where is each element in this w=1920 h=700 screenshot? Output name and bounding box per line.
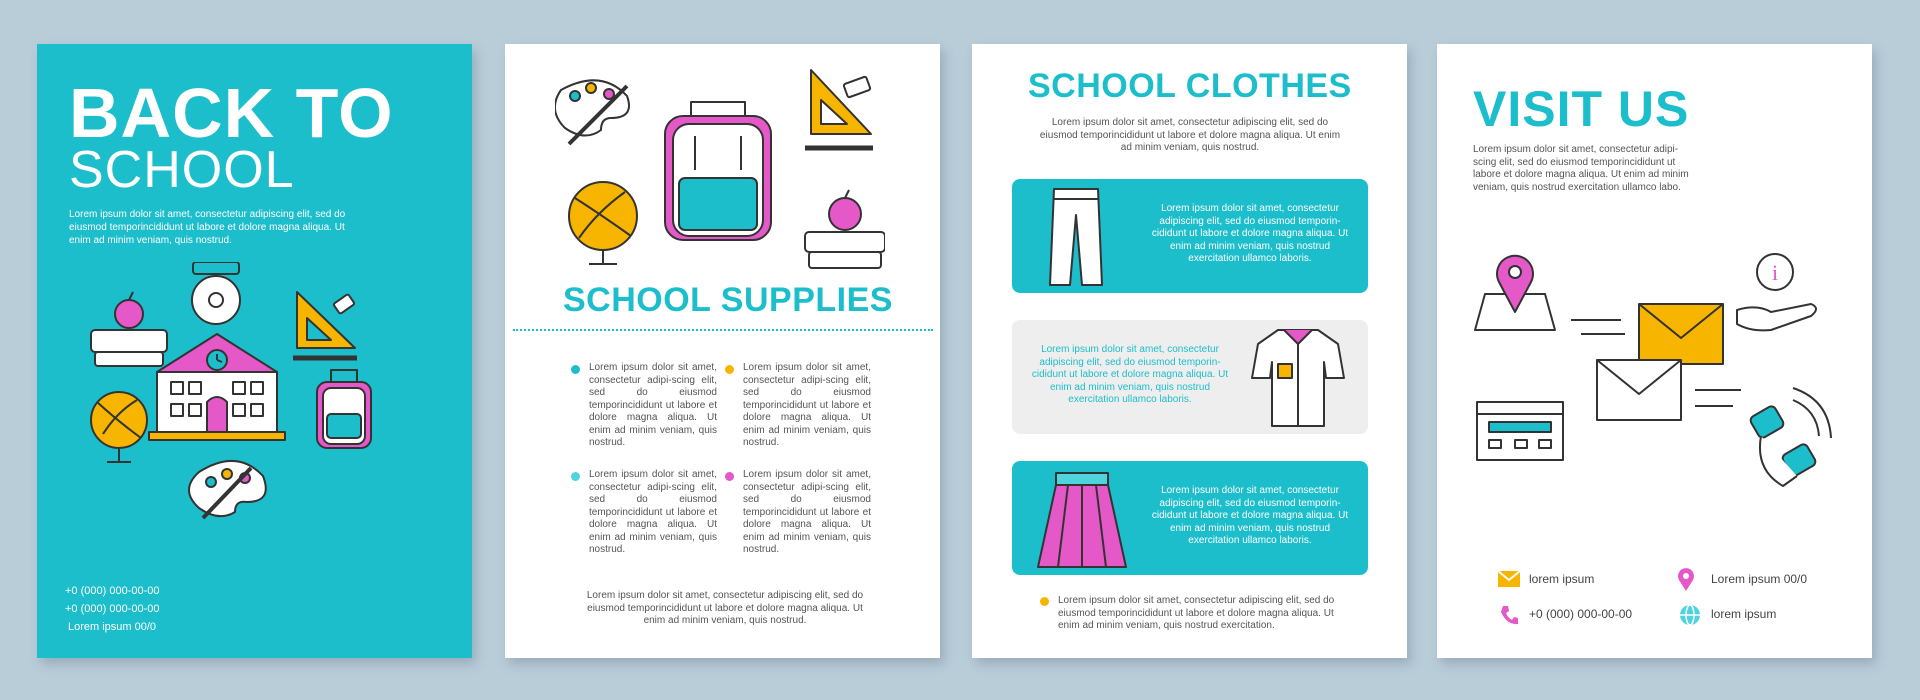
brochure-page-school-clothes [972, 44, 1407, 658]
svg-text:i: i [1771, 260, 1779, 285]
footer-text: Lorem ipsum dolor sit amet, consectetur adipiscing elit, sed do eiusmod temporincididunt ut labore et dolore magna aliqua. Ut enim ad minim veniam, quis nostrud. [586, 590, 864, 626]
contact-web: lorem ipsum [1711, 607, 1777, 621]
section-title: SCHOOL CLOTHES [1028, 67, 1352, 105]
title-line-2: SCHOOL [69, 141, 295, 199]
skirt-text: Lorem ipsum dolor sit amet, consectetur adipiscing elit, sed do eiusmod temporin-cididunt ut labore et dolore magna aliqua. Ut enim ad minim veniam, quis nostrud exercitation ullamco laboris. [1151, 485, 1349, 546]
clothes-band-shirt [1012, 320, 1368, 434]
phone-icon [1499, 604, 1519, 626]
address: Lorem ipsum 00/0 [68, 621, 157, 633]
skirt-icon [1032, 467, 1132, 571]
shirt-icon [1248, 326, 1348, 430]
contact-block [65, 582, 159, 636]
title-line-1: BACK TO [69, 74, 394, 152]
school-illustration [87, 262, 427, 572]
shirt-text: Lorem ipsum dolor sit amet, consectetur adipiscing elit, sed do eiusmod temporin-cididunt ut labore et dolore magna aliqua. Ut enim ad minim veniam, quis nostrud exercitation ullamco laboris. [1031, 344, 1229, 405]
phone-1: +0 (000) 000-00-00 [65, 585, 160, 597]
column-text-3: Lorem ipsum dolor sit amet, consectetur adipi-scing elit, sed do eiusmod temporincididunt ut labore et dolore magna aliqua. Ut enim ad minim veniam, quis nostrud. [589, 469, 717, 555]
trousers-text: Lorem ipsum dolor sit amet, consectetur adipiscing elit, sed do eiusmod temporin-cididunt ut labore et dolore magna aliqua. Ut enim ad minim veniam, quis nostrud exercitation ullamco laboris. [1151, 203, 1349, 264]
bullet-dot [571, 365, 580, 374]
brochure-page-back-to-school [37, 44, 472, 658]
email-icon [1497, 570, 1521, 588]
brochure-page-school-supplies [505, 44, 940, 658]
dotted-divider [513, 329, 933, 331]
section-title: SCHOOL SUPPLIES [563, 281, 893, 319]
location-pin-icon [1677, 568, 1695, 592]
brochure-page-visit-us [1437, 44, 1872, 658]
contact-illustration [1471, 250, 1841, 520]
bullet-dot [725, 365, 734, 374]
clothes-band-skirt [1012, 461, 1368, 575]
column-text-2: Lorem ipsum dolor sit amet, consectetur adipi-scing elit, sed do eiusmod temporincididunt ut labore et dolore magna aliqua. Ut enim ad minim veniam, quis nostrud. [743, 362, 871, 448]
contact-email: lorem ipsum [1529, 572, 1595, 586]
intro-text: Lorem ipsum dolor sit amet, consectetur adipiscing elit, sed do eiusmod temporincididunt ut labore et dolore magna aliqua. Ut enim ad minim veniam, quis nostrud. [1039, 117, 1341, 153]
supplies-illustration [555, 66, 885, 306]
intro-text: Lorem ipsum dolor sit amet, consectetur adipiscing elit, sed do eiusmod temporincididunt ut labore et dolore magna aliqua. Ut enim ad minim veniam, quis nostrud. [69, 209, 346, 246]
bullet-dot [725, 472, 734, 481]
contact-address: Lorem ipsum 00/0 [1711, 572, 1808, 586]
globe-icon [1679, 604, 1701, 626]
column-text-4: Lorem ipsum dolor sit amet, consectetur adipi-scing elit, sed do eiusmod temporincididunt ut labore et dolore magna aliqua. Ut enim ad minim veniam, quis nostrud. [743, 469, 871, 555]
clothes-band-trousers [1012, 179, 1368, 293]
intro-text: Lorem ipsum dolor sit amet, consectetur adipi-scing elit, sed do eiusmod temporincididunt ut labore et dolore magna aliqua. Ut enim ad minim veniam, quis nostrud exercitation ullamco labo. [1473, 144, 1689, 193]
bullet-dot [571, 472, 580, 481]
section-title: VISIT US [1473, 81, 1690, 137]
trousers-icon [1046, 185, 1106, 289]
footer-text: Lorem ipsum dolor sit amet, consectetur adipiscing elit, sed do eiusmod temporincididunt ut labore et dolore magna aliqua. Ut enim ad minim veniam, quis nostrud exercitation. [1058, 595, 1335, 631]
phone-2: +0 (000) 000-00-00 [65, 603, 160, 615]
contact-phone: +0 (000) 000-00-00 [1529, 607, 1633, 621]
column-text-1: Lorem ipsum dolor sit amet, consectetur adipi-scing elit, sed do eiusmod temporincididunt ut labore et dolore magna aliqua. Ut enim ad minim veniam, quis nostrud. [589, 362, 717, 448]
bullet-dot [1040, 597, 1049, 606]
